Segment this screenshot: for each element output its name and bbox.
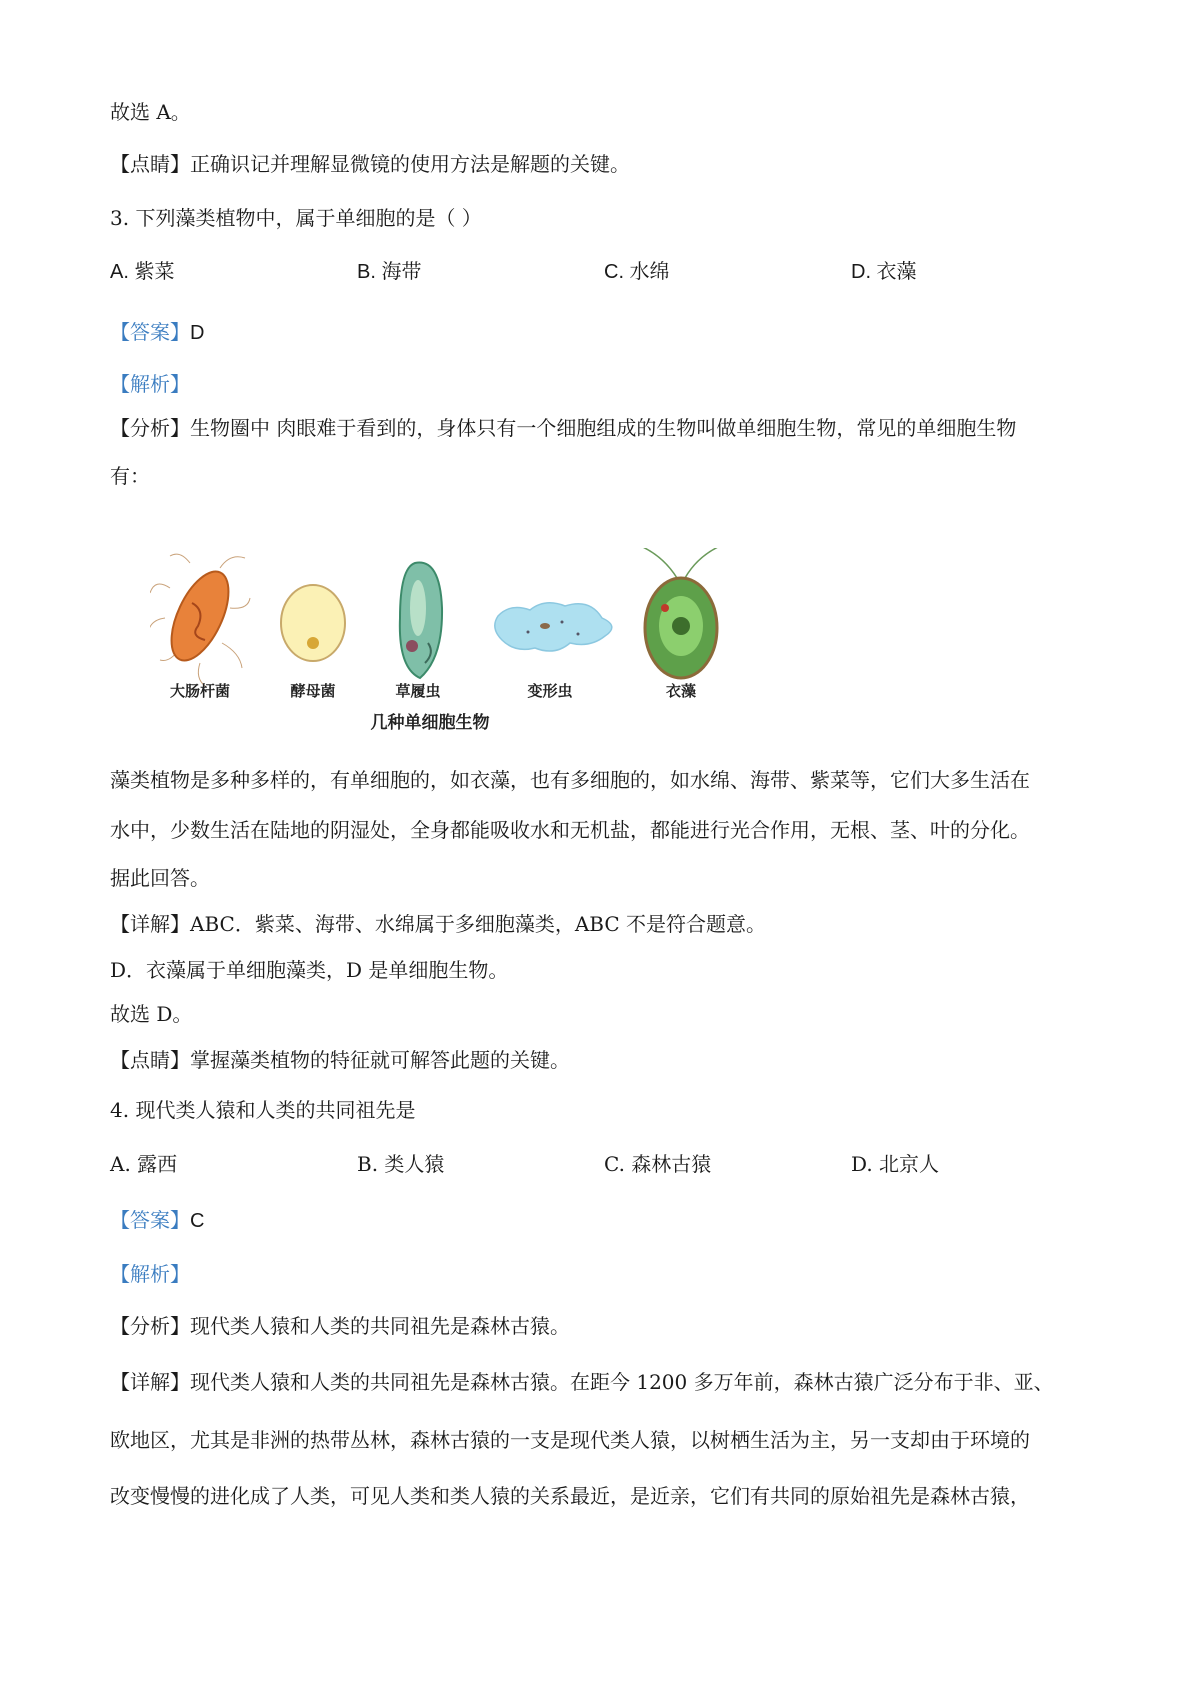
yeast-drawing xyxy=(281,585,345,661)
q4-option-b: B. 类人猿 xyxy=(357,1152,445,1176)
q4-option-c: C. 森林古猿 xyxy=(604,1152,712,1176)
answer-tag: 【答案】 xyxy=(110,320,190,344)
q3-option-a: A. 紫菜 xyxy=(110,261,175,283)
answer-tag-q4: 【答案】 xyxy=(110,1208,190,1232)
analysis-line-1: 【分析】生物圈中 肉眼难于看到的，身体只有一个细胞组成的生物叫做单细胞生物，常见的单细胞生物 xyxy=(110,416,1017,440)
amoeba-drawing xyxy=(495,603,612,651)
detail-line-2: D．衣藻属于单细胞藻类，D 是单细胞生物。 xyxy=(110,958,509,982)
q4-option-a: A. 露西 xyxy=(110,1152,178,1176)
detail-line-1: 【详解】ABC．紫菜、海带、水绵属于多细胞藻类，ABC 不是符合题意。 xyxy=(110,912,766,936)
question-4: 4. 现代类人猿和人类的共同祖先是 xyxy=(110,1098,416,1122)
ecoli-drawing xyxy=(150,554,250,686)
label-amoeba: 变形虫 xyxy=(527,682,573,700)
answer-value: D xyxy=(190,322,205,344)
detail-line-q4-3: 改变慢慢的进化成了人类，可见人类和类人猿的关系最近，是近亲，它们有共同的原始祖先是森林古猿， xyxy=(110,1484,1030,1508)
answer-line-q3 xyxy=(110,318,204,347)
q3-option-b: B. 海带 xyxy=(357,261,422,283)
q3-option-c: C. 水绵 xyxy=(604,261,670,283)
question-3: 3. 下列藻类植物中，属于单细胞的是（ ） xyxy=(110,206,482,230)
conclusion-line: 故选 A。 xyxy=(110,100,191,124)
algae-line-3: 据此回答。 xyxy=(110,866,210,890)
label-chlamydomonas: 衣藻 xyxy=(665,682,697,700)
q3-option-d: D. 衣藻 xyxy=(851,261,917,283)
key-point-line-q3: 【点睛】掌握藻类植物的特征就可解答此题的关键。 xyxy=(110,1048,570,1072)
detail-line-q4-1: 【详解】现代类人猿和人类的共同祖先是森林古猿。在距今 1200 多万年前，森林古猿广泛分布于非、亚、 xyxy=(110,1370,1054,1394)
analysis-line-2: 有： xyxy=(110,464,150,488)
detail-line-q4-2: 欧地区，尤其是非洲的热带丛林，森林古猿的一支是现代类人猿，以树栖生活为主，另一支却由于环境的 xyxy=(110,1428,1030,1452)
q4-option-d: D. 北京人 xyxy=(851,1152,940,1176)
answer-line-q4 xyxy=(110,1206,204,1235)
analysis-heading-q4: 【解析】 xyxy=(110,1262,190,1286)
figure-caption: 几种单细胞生物 xyxy=(370,713,490,733)
analysis-heading-q3: 【解析】 xyxy=(110,372,190,396)
key-point-line: 【点睛】正确识记并理解显微镜的使用方法是解题的关键。 xyxy=(110,152,630,176)
answer-value-q4: C xyxy=(190,1210,205,1232)
single-cell-organisms-figure xyxy=(150,548,830,748)
algae-line-1: 藻类植物是多种多样的，有单细胞的，如衣藻，也有多细胞的，如水绵、海带、紫菜等，它们大多生活在 xyxy=(110,768,1030,792)
analysis-line-q4: 【分析】现代类人猿和人类的共同祖先是森林古猿。 xyxy=(110,1314,570,1338)
algae-line-2: 水中，少数生活在陆地的阴湿处，全身都能吸收水和无机盐，都能进行光合作用，无根、茎、叶的分化。 xyxy=(110,818,1030,842)
paramecium-drawing xyxy=(400,563,442,678)
label-paramecium: 草履虫 xyxy=(395,682,441,700)
conclusion-line-q3: 故选 D。 xyxy=(110,1002,193,1026)
chlamydomonas-drawing xyxy=(610,548,755,678)
label-yeast: 酵母菌 xyxy=(290,682,336,700)
label-ecoli: 大肠杆菌 xyxy=(169,682,231,700)
